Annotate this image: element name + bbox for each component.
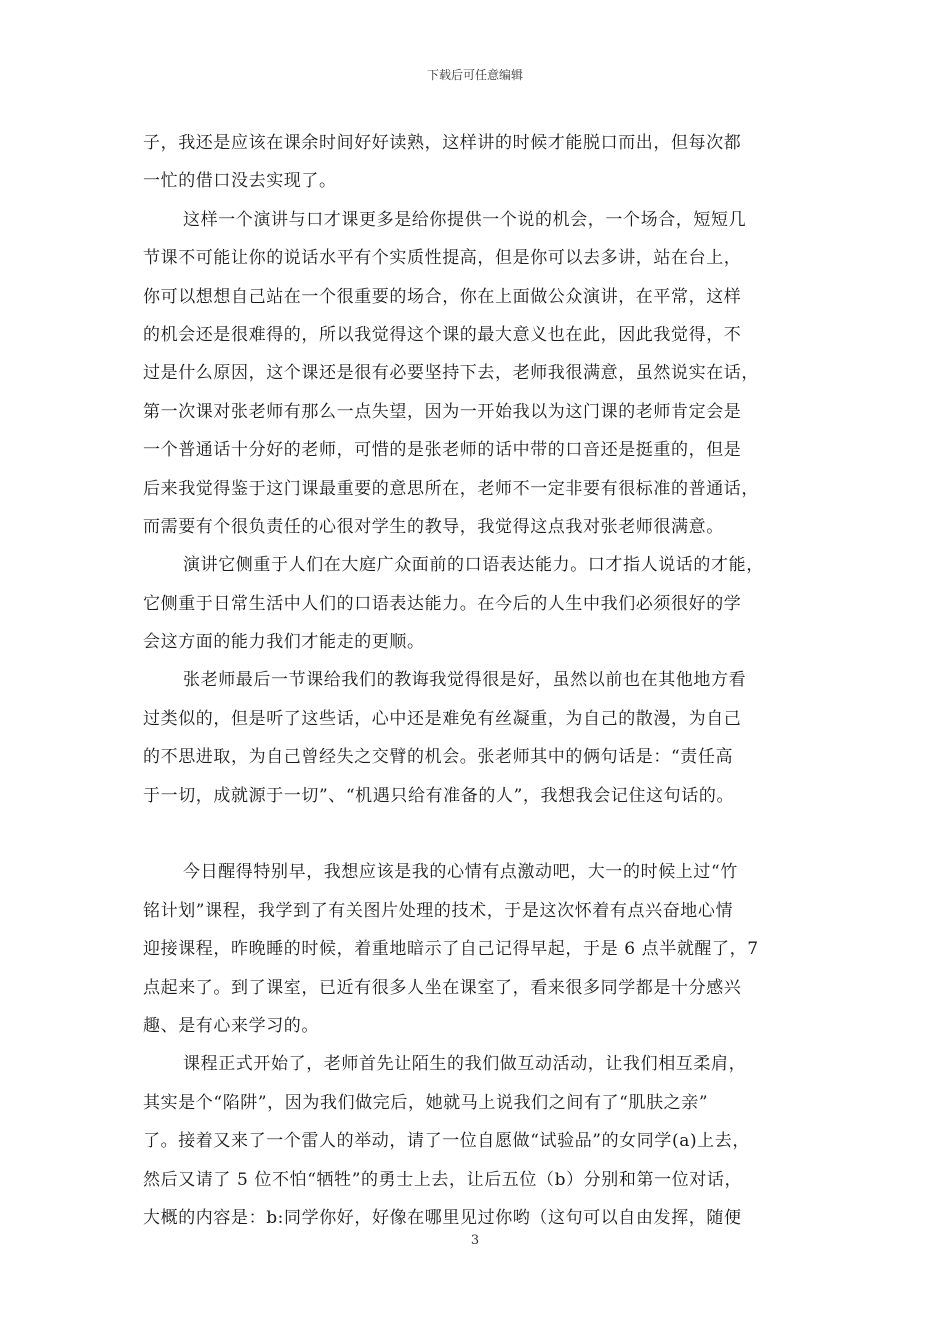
text-line: 你可以想想自己站在一个很重要的场合，你在上面做公众演讲，在平常，这样 xyxy=(143,286,742,307)
text-line: 大概的内容是：b:同学你好，好像在哪里见过你哟（这句可以自由发挥，随便 xyxy=(143,1207,742,1228)
blank-line xyxy=(143,815,813,853)
text-line: 过类似的，但是听了这些话，心中还是难免有丝凝重，为自己的散漫，为自己 xyxy=(143,708,742,729)
text-line: 会这方面的能力我们才能走的更顺。 xyxy=(143,632,425,653)
text-line: 而需要有个很负责任的心很对学生的教导，我觉得这点我对张老师很满意。 xyxy=(143,516,724,537)
text-line: 点起来了。到了课室，已近有很多人坐在课室了，看来很多同学都是十分感兴 xyxy=(143,977,742,998)
text-line: 一忙的借口没去实现了。 xyxy=(143,171,337,192)
text-line: 今日醒得特别早，我想应该是我的心情有点激动吧，大一的时候上过“竹 xyxy=(183,862,738,883)
text-line: 张老师最后一节课给我们的教诲我觉得很是好，虽然以前也在其他地方看 xyxy=(183,670,747,691)
text-line: 子，我还是应该在课余时间好好读熟，这样讲的时候才能脱口而出，但每次都 xyxy=(143,133,742,153)
text-line: 铭计划”课程，我学到了有关图片处理的技术，于是这次怀着有点兴奋地心情 xyxy=(143,900,734,921)
text-line: 一个普通话十分好的老师，可惜的是张老师的话中带的口音还是挺重的，但是 xyxy=(143,440,742,461)
document-body xyxy=(143,124,813,1237)
text-line: 的机会还是很难得的，所以我觉得这个课的最大意义也在此，因此我觉得，不 xyxy=(143,324,742,345)
page-header: 下载后可任意编辑 xyxy=(426,68,523,82)
text-line: 节课不可能让你的说话水平有个实质性提高，但是你可以去多讲，站在台上， xyxy=(143,248,742,269)
text-line: 了。接着又来了一个雷人的举动，请了一位自愿做“试验品”的女同学(a)上去， xyxy=(143,1131,750,1152)
text-line: 趣、是有心来学习的。 xyxy=(143,1015,319,1036)
text-line: 过是什么原因，这个课还是很有必要坚持下去，老师我很满意，虽然说实在话， xyxy=(143,363,759,384)
text-line: 其实是个“陷阱”，因为我们做完后，她就马上说我们之间有了“肌肤之亲” xyxy=(143,1092,709,1113)
text-line: 这样一个演讲与口才课更多是给你提供一个说的机会，一个场合，短短几 xyxy=(183,209,747,230)
text-line: 课程正式开始了，老师首先让陌生的我们做互动活动，让我们相互柔肩， xyxy=(183,1054,747,1075)
page-number: 3 xyxy=(470,1233,480,1248)
text-line: 的不思进取，为自己曾经失之交臂的机会。张老师其中的俩句话是：“责任高 xyxy=(143,747,734,768)
text-line: 迎接课程，昨晚睡的时候，着重地暗示了自己记得早起，于是 6 点半就醒了，7 xyxy=(143,939,759,960)
text-line: 然后又请了 5 位不怕“牺牲”的勇士上去，让后五位（b）分别和第一位对话， xyxy=(143,1169,743,1190)
text-line: 于一切，成就源于一切”、“机遇只给有准备的人”，我想我会记住这句话的。 xyxy=(143,785,735,806)
text-line: 它侧重于日常生活中人们的口语表达能力。在今后的人生中我们必须很好的学 xyxy=(143,593,742,614)
text-line: 后来我觉得鉴于这门课最重要的意思所在，老师不一定非要有很标准的普通话， xyxy=(143,478,759,499)
text-line: 演讲它侧重于人们在大庭广众面前的口语表达能力。口才指人说话的才能， xyxy=(183,555,764,576)
text-line: 第一次课对张老师有那么一点失望，因为一开始我以为这门课的老师肯定会是 xyxy=(143,401,742,422)
